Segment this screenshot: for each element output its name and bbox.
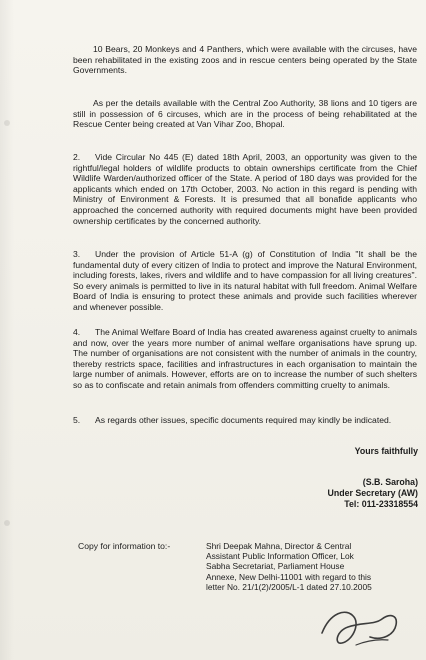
paragraph-text: Under the provision of Article 51-A (g) of Constitution of India "It shall be the fundamental duty of every citizen of India to protect and improve the Natural Environment, including forests, lakes, rivers and wildlife and to have compassion for all living creatures". So every animals is permitted to live in its natural habitat with full freedom. Animal Welfare Board of India is ensuring to protect these animals and provide such facilities wherever and whenever possible. [73, 249, 417, 312]
paragraph-text: As regards other issues, specific documents required may kindly be indicated. [95, 415, 392, 425]
paragraph-text: Vide Circular No 445 (E) dated 18th April, 2003, an opportunity was given to the rightful/legal holders of wildlife products to obtain ownerships certificate from the Chief Wildlife Warden/authorized officer of the State. A period of 180 days was provided for the applicants which ended on 17th October, 2003. No action in this regard is pending with Ministry of Environment & Forests. It is presumed that all bonafide applicants who approached the concerned authority with required documents might have been provided ownership certificates by the concerned authority. [73, 152, 417, 226]
copy-to-label: Copy for information to:- [78, 541, 171, 551]
copy-to-recipient: Shri Deepak Mahna, Director & Central Assistant Public Information Officer, Lok Sabha Secretariat, Parliament House Annexe, New Delhi-11001 with regard to this letter No. 21/1(2)/2005/L-1 dated 27.10.2005 [206, 541, 372, 592]
signatory-phone: Tel: 011-23318554 [344, 499, 418, 509]
paragraph-2 [73, 152, 417, 226]
closing-line: Yours faithfully [354, 446, 418, 456]
signatory-name: (S.B. Saroha) [362, 477, 418, 487]
paragraph-text: The Animal Welfare Board of India has created awareness against cruelty to animals and now, over the years more number of animal welfare organisations have sprung up. The number of organisations are not consistent with the number of animals in the country, thereby restricts space, facilities and infrastructures in each organisation to maintain the large number of animals. However, efforts are on to increase the number of such shelters so as to confiscate and retain animals from offenders committing cruelty to animals. [73, 327, 417, 390]
paragraph-bears [73, 44, 417, 76]
handwritten-signature [312, 595, 412, 655]
signatory-title: Under Secretary (AW) [327, 488, 418, 498]
paragraph-number: 4. [73, 327, 81, 337]
paragraph-4 [73, 327, 417, 391]
paragraph-3 [73, 249, 417, 313]
paragraph-lions [73, 98, 417, 130]
punch-hole [4, 120, 10, 126]
paragraph-number: 5. [73, 415, 81, 425]
punch-hole [4, 520, 10, 526]
paragraph-text: As per the details available with the Central Zoo Authority, 38 lions and 10 tigers are still in possession of 6 circuses, which are in the process of being rehabilitated at the Rescue Center being created at Van Vihar Zoo, Bhopal. [73, 98, 417, 130]
paragraph-number: 2. [73, 152, 81, 162]
paragraph-number: 3. [73, 249, 81, 259]
paragraph-text: 10 Bears, 20 Monkeys and 4 Panthers, which were available with the circuses, have been rehabilitated in the existing zoos and in rescue centers being operated by the State Governments. [73, 44, 417, 76]
paragraph-5 [73, 415, 417, 426]
